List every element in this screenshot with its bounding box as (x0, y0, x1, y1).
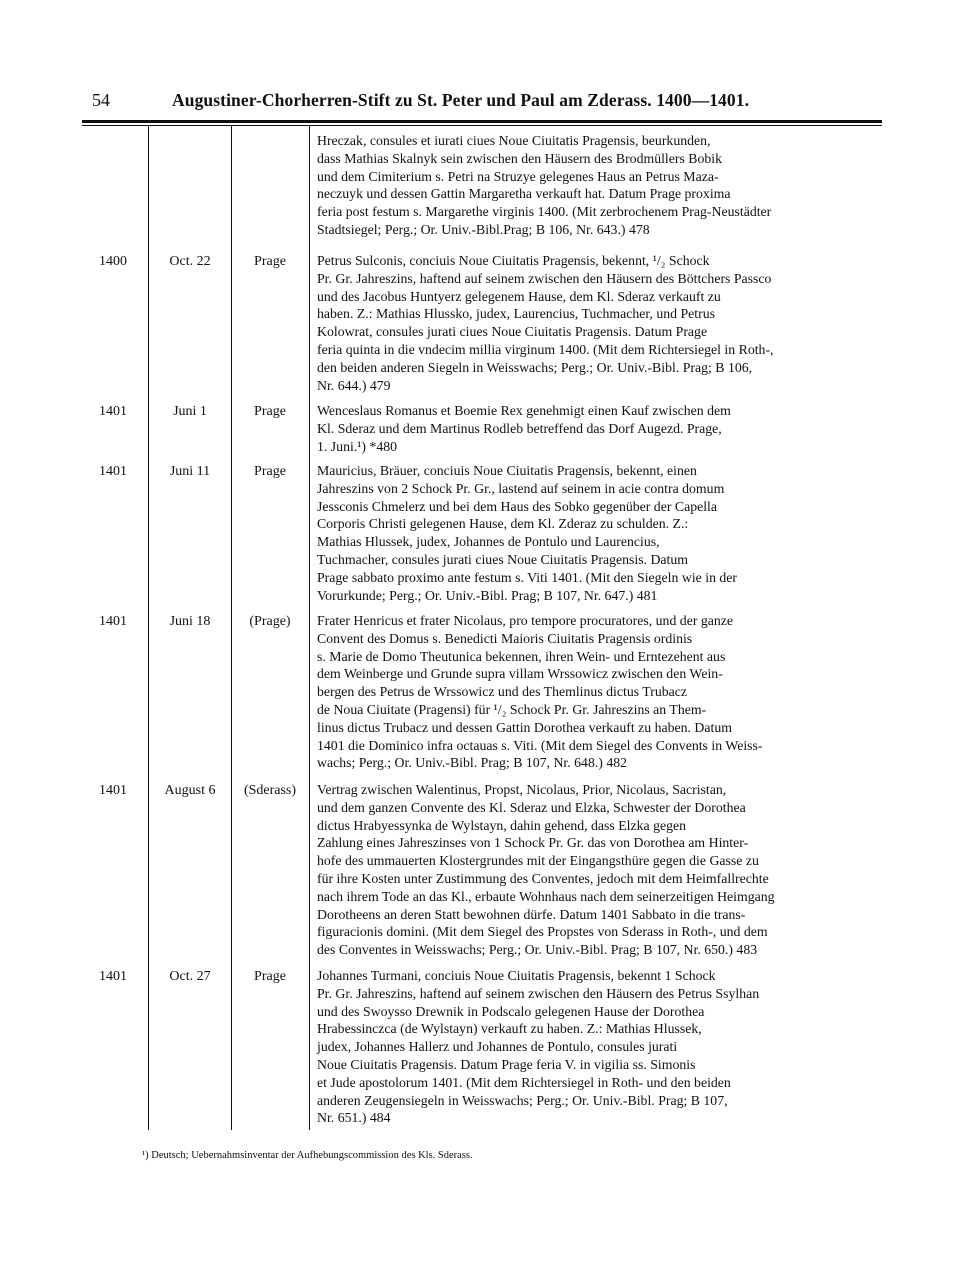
entry-text-line: Jessconis Chmelerz und bei dem Haus des Sobko gegenüber der Capella (317, 498, 718, 514)
entry-text-line: Hreczak, consules et iurati ciues Noue Ciuitatis Pragensis, beurkunden, (317, 133, 711, 148)
entry-text-line: Petrus Sulconis, conciuis Noue Ciuitatis Pragensis, bekennt, ¹/₂ Schock (317, 253, 710, 268)
entry-date: August 6 (164, 783, 216, 798)
entry-text-line: und des Jacobus Huntyerz gelegenem Hause, dem Kl. Sderaz verkauft zu (317, 288, 721, 304)
entry-text-line: Mauricius, Bräuer, conciuis Noue Ciuitatis Pragensis, bekennt, einen (317, 463, 697, 478)
entry-text (317, 612, 877, 772)
entry-year: 1401 (99, 464, 127, 479)
entry-date: Oct. 27 (169, 969, 211, 984)
entry-text-line: Nr. 644.) 479 (317, 377, 391, 393)
entry-text-line: nach ihrem Tode an das Kl., erbaute Wohnhaus nach dem seinerzeitigen Heimgang (317, 888, 775, 904)
entry-text-line: Zahlung eines Jahreszinses von 1 Schock Pr. Gr. das von Dorothea am Hinter- (317, 835, 749, 851)
entry-text (317, 967, 877, 1127)
entry-place: Prage (254, 404, 286, 419)
entry-text-line: Corporis Christi gelegenen Hause, dem Kl. Zderaz zu schulden. Z.: (317, 516, 689, 532)
entry-text-line: des Conventes in Weisswachs; Perg.; Or. Univ.-Bibl. Prag; B 107, Nr. 650.) 483 (317, 942, 758, 958)
page-number: 54 (92, 90, 110, 110)
header-rule-thin (82, 125, 882, 126)
entry-text-line: Vorurkunde; Perg.; Or. Univ.-Bibl. Prag; B 107, Nr. 647.) 481 (317, 587, 658, 603)
entry-text-line: Pr. Gr. Jahreszins, haftend auf seinem zwischen den Häusern des Böttchers Passco (317, 270, 772, 286)
entry-text-line: neczuyk und dessen Gattin Margaretha verkauft hat. Datum Prage proxima (317, 186, 731, 202)
entry-text-line: s. Marie de Domo Theutunica bekennen, ihren Wein- und Erntezehent aus (317, 648, 726, 664)
entry-text (317, 781, 877, 959)
entry-text-line: Johannes Turmani, conciuis Noue Ciuitatis Pragensis, bekennt 1 Schock (317, 968, 716, 983)
entry-year: 1401 (99, 969, 127, 984)
entry-place: Prage (254, 464, 286, 479)
entry-text-line: dem Weinberge und Grunde supra villam Wrssowicz zwischen den Wein- (317, 666, 723, 682)
entry-text-line: Pr. Gr. Jahreszins, haftend auf seinem zwischen den Häusern des Petrus Ssylhan (317, 985, 760, 1001)
entry-text-line: Dorotheens an deren Statt bewohnen dürfe. Datum 1401 Sabbato in die trans- (317, 906, 746, 922)
entry-text-line: hofe des ummauerten Klostergrundes mit der Eingangsthüre gegen die Gasse zu (317, 853, 759, 869)
entry-text-line: 1. Juni.¹) *480 (317, 438, 398, 454)
running-header (92, 90, 882, 114)
entry-text-line: feria quinta in die vndecim millia virginum 1400. (Mit dem Richtersiegel in Roth-, (317, 341, 774, 357)
entry-text (317, 402, 877, 455)
entry-text-line: et Jude apostolorum 1401. (Mit dem Richtersiegel in Roth- und den beiden (317, 1074, 731, 1090)
entry-text-line: figuracionis domini. (Mit dem Siegel des Propstes von Sderass in Roth-, und dem (317, 924, 768, 940)
entry-text-line: dictus Hrabyessynka de Wylstayn, dahin gehend, dass Elzka gegen (317, 817, 687, 833)
entry-text-line: de Noua Ciuitate (Pragensi) für ¹/₂ Schock Pr. Gr. Jahreszins an Them- (317, 701, 707, 717)
entry-text-line: linus dictus Trubacz und dessen Gattin Dorothea verkauft zu haben. Datum (317, 719, 732, 735)
entry-text-line: Frater Henricus et frater Nicolaus, pro tempore procuratores, und der ganze (317, 613, 734, 628)
entry-year: 1401 (99, 404, 127, 419)
entry-text-line: Noue Ciuitatis Pragensis. Datum Prage feria V. in vigilia ss. Simonis (317, 1056, 696, 1072)
header-rule-thick (82, 120, 882, 123)
entry-text-line: Convent des Domus s. Benedicti Maioris Ciuitatis Pragensis ordinis (317, 630, 693, 646)
entry-date: Oct. 22 (169, 254, 211, 269)
entry-text (317, 462, 877, 604)
entry-text-line: 1401 die Dominico infra octauas s. Viti. (Mit dem Siegel des Convents in Weiss- (317, 737, 763, 753)
entry-text-line: wachs; Perg.; Or. Univ.-Bibl. Prag; B 107, Nr. 648.) 482 (317, 755, 628, 771)
column-divider-year (148, 126, 149, 1130)
entry-text-line: bergen des Petrus de Wrssowicz und des Themlinus dictus Trubacz (317, 684, 687, 700)
entry-date: Juni 11 (169, 464, 211, 479)
entry-text-line: Nr. 651.) 484 (317, 1110, 391, 1126)
entry-text-line: den beiden anderen Siegeln in Weisswachs; Perg.; Or. Univ.-Bibl. Prag; B 106, (317, 359, 753, 375)
entry-text (317, 252, 877, 394)
entry-text-line: Stadtsiegel; Perg.; Or. Univ.-Bibl.Prag; B 106, Nr. 643.) 478 (317, 221, 650, 237)
entry-text-line: Kolowrat, consules jurati ciues Noue Ciuitatis Pragensis. Datum Prage (317, 324, 708, 340)
entry-text-line: judex, Johannes Hallerz und Johannes de Pontulo, consules jurati (317, 1039, 678, 1055)
footnote: ¹) Deutsch; Uebernahmsinventar der Aufhebungscommission des Kls. Sderass. (142, 1150, 473, 1161)
entry-text (317, 132, 877, 239)
entry-year: 1401 (99, 783, 127, 798)
entry-text-line: anderen Zeugensiegeln in Weisswachs; Perg.; Or. Univ.-Bibl. Prag; B 107, (317, 1092, 728, 1108)
entry-place: Prage (254, 969, 286, 984)
entry-text-line: Wenceslaus Romanus et Boemie Rex genehmigt einen Kauf zwischen dem (317, 403, 731, 418)
entry-year: 1400 (99, 254, 127, 269)
entry-text-line: Jahreszins von 2 Schock Pr. Gr., lastend auf seinem in acie contra domum (317, 480, 725, 496)
entry-text-line: Tuchmacher, consules jurati ciues Noue Ciuitatis Pragensis. Datum (317, 551, 689, 567)
entry-text-line: feria post festum s. Margarethe virginis 1400. (Mit zerbrochenem Prag-Neustädter (317, 204, 772, 220)
entry-text-line: Mathias Hlussek, judex, Johannes de Pontulo und Laurencius, (317, 534, 660, 550)
entry-text-line: dass Mathias Skalnyk sein zwischen den Häusern des Brodmüllers Bobik (317, 150, 723, 166)
entry-text-line: für ihre Kosten unter Zustimmung des Conventes, jedoch mit dem Heimfallrechte (317, 870, 769, 886)
entry-text-line: Vertrag zwischen Walentinus, Propst, Nicolaus, Prior, Nicolaus, Sacristan, (317, 782, 727, 797)
entry-text-line: Hrabessinczca (de Wylstayn) verkauft zu haben. Z.: Mathias Hlussek, (317, 1021, 702, 1037)
entry-text-line: Kl. Sderaz und dem Martinus Rodleb betreffend das Dorf Augezd. Prage, (317, 420, 722, 436)
entry-date: Juni 18 (169, 614, 211, 629)
entry-text-line: und dem Cimiterium s. Petri na Struzye gelegenes Haus an Petrus Maza- (317, 168, 719, 184)
entry-place: (Prage) (249, 614, 291, 629)
entry-text-line: und des Swoysso Drewnik in Podscalo gelegenen Hause der Dorothea (317, 1003, 705, 1019)
running-title: Augustiner-Chorherren-Stift zu St. Peter und Paul am Zderass. 1400—1401. (172, 90, 750, 110)
column-divider-place (309, 126, 310, 1130)
entry-place: Prage (254, 254, 286, 269)
entry-year: 1401 (99, 614, 127, 629)
entry-text-line: haben. Z.: Mathias Hlussko, judex, Laurencius, Tuchmacher, und Petrus (317, 306, 715, 322)
entry-place: (Sderass) (243, 783, 297, 798)
entry-text-line: und dem ganzen Convente des Kl. Sderaz und Elzka, Schwester der Dorothea (317, 799, 746, 815)
entry-text-line: Prage sabbato proximo ante festum s. Viti 1401. (Mit den Siegeln wie in der (317, 569, 738, 585)
entry-date: Juni 1 (173, 404, 207, 419)
